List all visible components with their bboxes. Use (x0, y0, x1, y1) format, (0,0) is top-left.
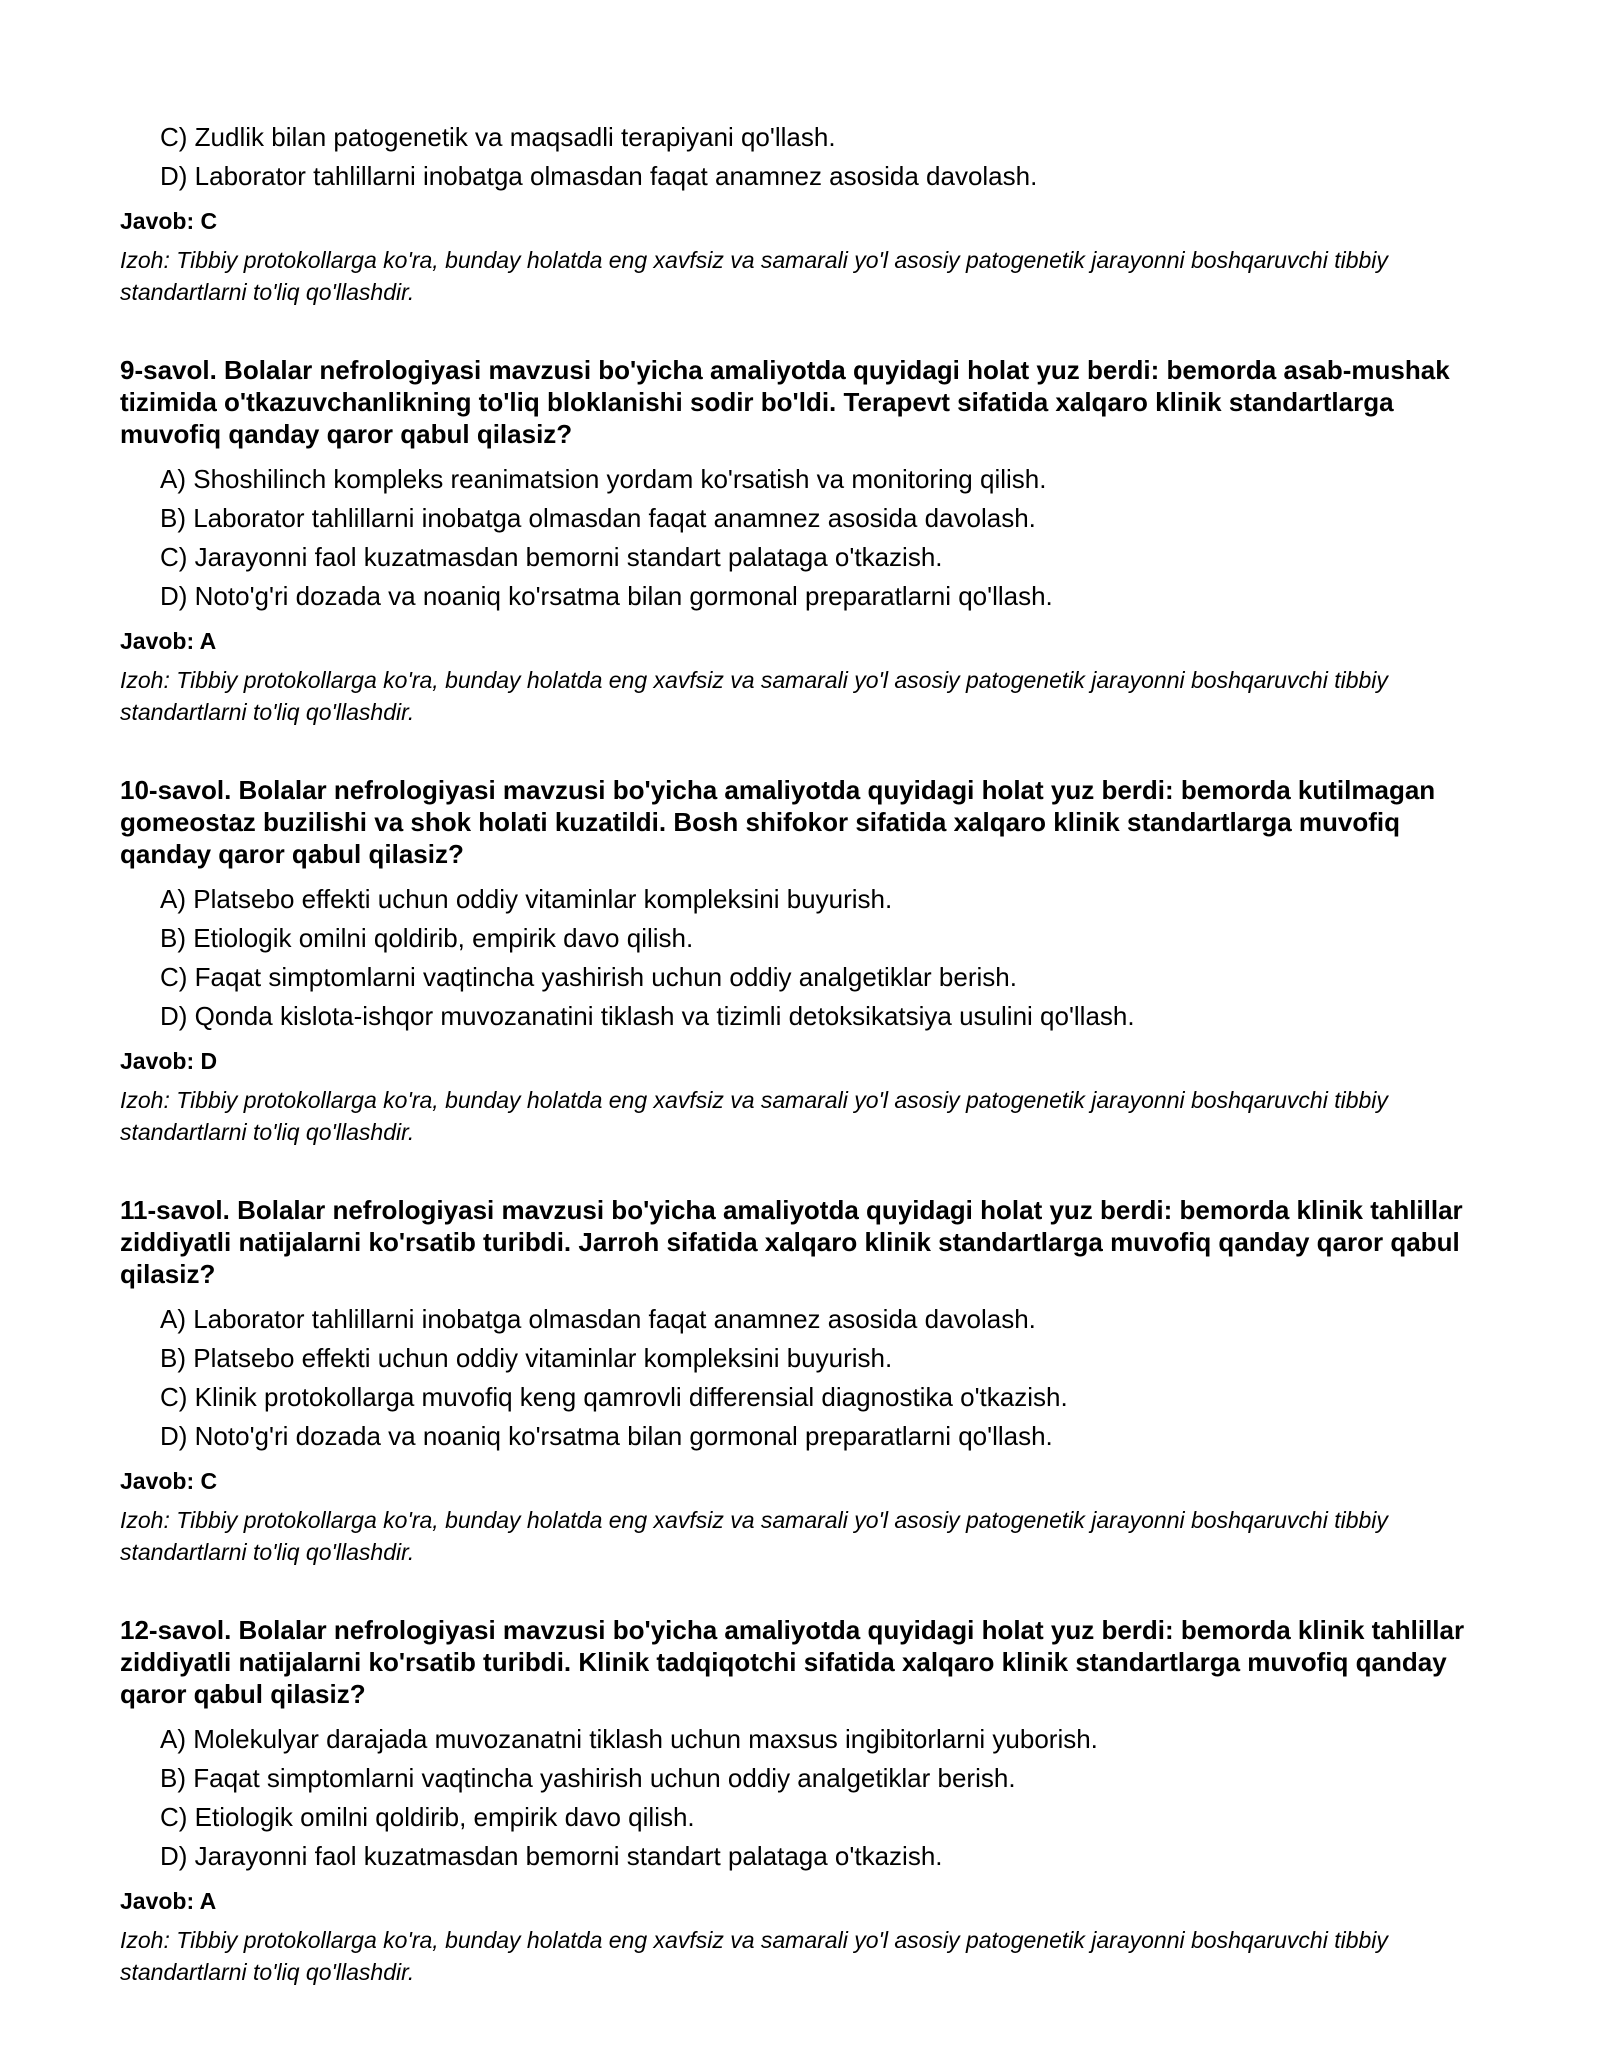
question-text: 9-savol. Bolalar nefrologiyasi mavzusi bo'yicha amaliyotda quyidagi holat yuz berdi: bemorda asab-mushak tizimida o'tkazuvchanlikning to'liq bloklanishi sodir bo'ldi. Terapevt sifatida xalqaro klinik standartlarga muvofiq qanday qaror qabul qilasiz? (120, 355, 1450, 449)
option-d: D) Noto'g'ri dozada va noaniq ko'rsatma bilan gormonal preparatlarni qo'llash. (160, 581, 1053, 611)
explanation-note: Izoh: Tibbiy protokollarga ko'ra, bunday holatda eng xavfsiz va samarali yo'l asosiy patogenetik jarayonni boshqaruvchi tibbiy standartlarni to'liq qo'llashdir. (120, 1507, 1388, 1565)
question-11 (120, 1194, 1480, 1568)
question-10 (120, 774, 1480, 1148)
explanation-note: Izoh: Tibbiy protokollarga ko'ra, bunday holatda eng xavfsiz va samarali yo'l asosiy patogenetik jarayonni boshqaruvchi tibbiy standartlarni to'liq qo'llashdir. (120, 247, 1388, 305)
answer-label: Javob: A (120, 1888, 217, 1914)
option-a: A) Platsebo effekti uchun oddiy vitaminlar kompleksini buyurish. (160, 884, 893, 914)
option-c: C) Klinik protokollarga muvofiq keng qamrovli differensial diagnostika o'tkazish. (160, 1382, 1068, 1412)
answer-label: Javob: D (120, 1048, 218, 1074)
option-b: B) Platsebo effekti uchun oddiy vitaminlar kompleksini buyurish. (160, 1343, 893, 1373)
question-text: 11-savol. Bolalar nefrologiyasi mavzusi bo'yicha amaliyotda quyidagi holat yuz berdi: bemorda klinik tahlillar ziddiyatli natijalarni ko'rsatib turibdi. Jarroh sifatida xalqaro klinik standartlarga muvofiq qanday qaror qabul qilasiz? (120, 1195, 1463, 1289)
answer-label: Javob: C (120, 1468, 218, 1494)
explanation-note: Izoh: Tibbiy protokollarga ko'ra, bunday holatda eng xavfsiz va samarali yo'l asosiy patogenetik jarayonni boshqaruvchi tibbiy standartlarni to'liq qo'llashdir. (120, 1927, 1388, 1985)
option-c: C) Jarayonni faol kuzatmasdan bemorni standart palataga o'tkazish. (160, 542, 943, 572)
option-d: D) Laborator tahlillarni inobatga olmasdan faqat anamnez asosida davolash. (160, 161, 1038, 191)
option-d: D) Qonda kislota-ishqor muvozanatini tiklash va tizimli detoksikatsiya usulini qo'llash. (160, 1001, 1135, 1031)
option-c: C) Zudlik bilan patogenetik va maqsadli terapiyani qo'llash. (160, 122, 836, 152)
option-a: A) Molekulyar darajada muvozanatni tiklash uchun maxsus ingibitorlarni yuborish. (160, 1724, 1098, 1754)
question-12 (120, 1614, 1480, 1988)
option-d: D) Jarayonni faol kuzatmasdan bemorni standart palataga o'tkazish. (160, 1841, 943, 1871)
question-text: 12-savol. Bolalar nefrologiyasi mavzusi bo'yicha amaliyotda quyidagi holat yuz berdi: bemorda klinik tahlillar ziddiyatli natijalarni ko'rsatib turibdi. Klinik tadqiqotchi sifatida xalqaro klinik standartlarga muvofiq qanday qaror qabul qilasiz? (120, 1615, 1465, 1709)
explanation-note: Izoh: Tibbiy protokollarga ko'ra, bunday holatda eng xavfsiz va samarali yo'l asosiy patogenetik jarayonni boshqaruvchi tibbiy standartlarni to'liq qo'llashdir. (120, 1087, 1388, 1145)
question-8-continuation (120, 118, 1480, 308)
option-b: B) Laborator tahlillarni inobatga olmasdan faqat anamnez asosida davolash. (160, 503, 1036, 533)
option-a: A) Shoshilinch kompleks reanimatsion yordam ko'rsatish va monitoring qilish. (160, 464, 1047, 494)
option-c: C) Etiologik omilni qoldirib, empirik davo qilish. (160, 1802, 695, 1832)
explanation-note: Izoh: Tibbiy protokollarga ko'ra, bunday holatda eng xavfsiz va samarali yo'l asosiy patogenetik jarayonni boshqaruvchi tibbiy standartlarni to'liq qo'llashdir. (120, 667, 1388, 725)
option-b: B) Faqat simptomlarni vaqtincha yashirish uchun oddiy analgetiklar berish. (160, 1763, 1016, 1793)
question-text: 10-savol. Bolalar nefrologiyasi mavzusi bo'yicha amaliyotda quyidagi holat yuz berdi: bemorda kutilmagan gomeostaz buzilishi va shok holati kuzatildi. Bosh shifokor sifatida xalqaro klinik standartlarga muvofiq qanday qaror qabul qilasiz? (120, 775, 1436, 869)
answer-label: Javob: A (120, 628, 217, 654)
option-b: B) Etiologik omilni qoldirib, empirik davo qilish. (160, 923, 694, 953)
option-d: D) Noto'g'ri dozada va noaniq ko'rsatma bilan gormonal preparatlarni qo'llash. (160, 1421, 1053, 1451)
question-9 (120, 354, 1480, 728)
document-page (120, 118, 1480, 1988)
answer-label: Javob: C (120, 208, 218, 234)
option-a: A) Laborator tahlillarni inobatga olmasdan faqat anamnez asosida davolash. (160, 1304, 1036, 1334)
option-c: C) Faqat simptomlarni vaqtincha yashirish uchun oddiy analgetiklar berish. (160, 962, 1017, 992)
